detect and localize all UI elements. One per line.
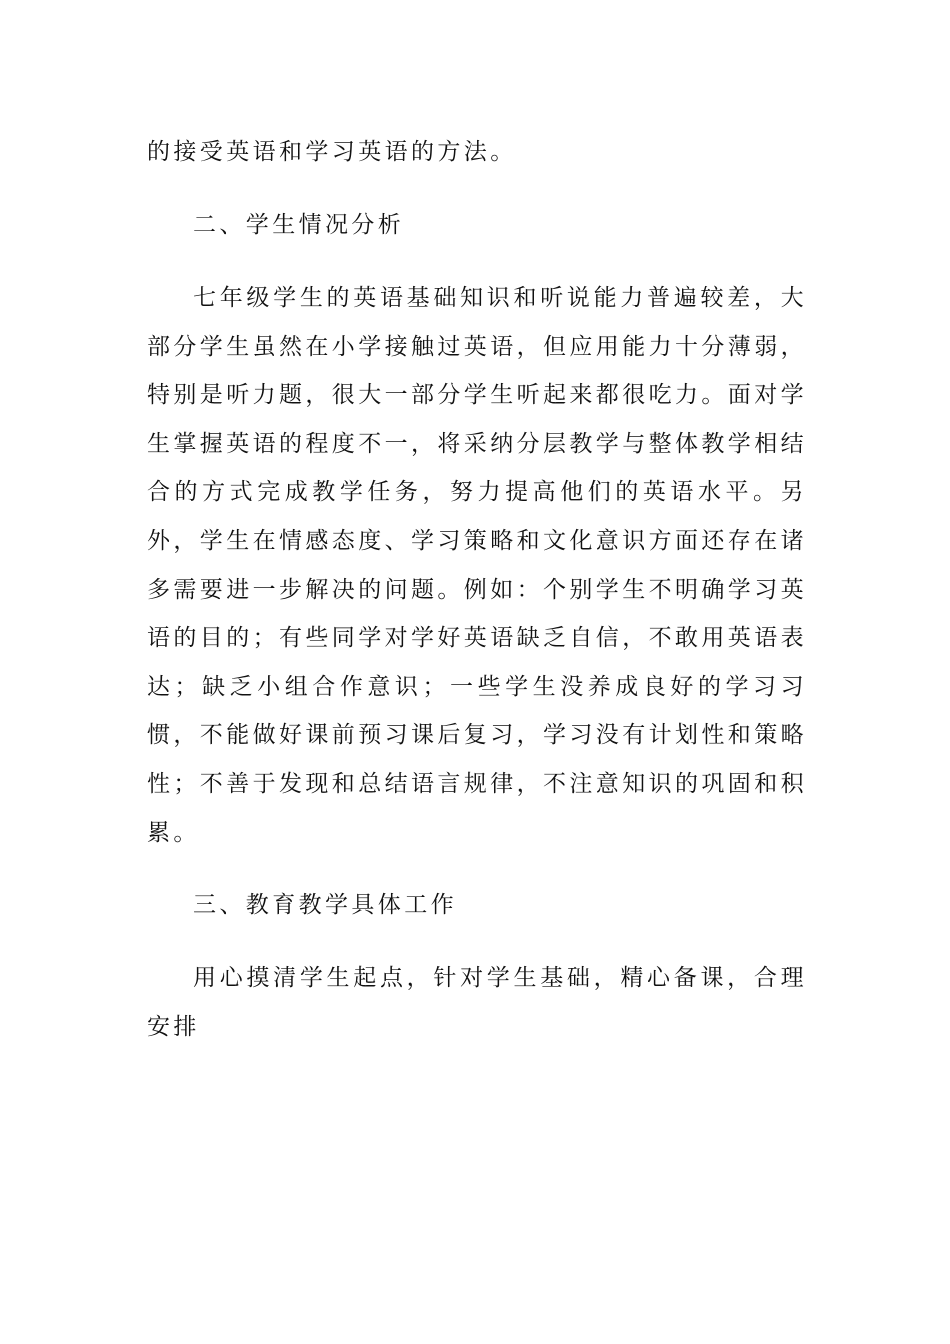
section-heading-student-analysis: 二、学生情况分析 [193,211,405,238]
document-body [147,128,807,1052]
paragraph-student-analysis: 七年级学生的英语基础知识和听说能力普遍较差，大部分学生虽然在小学接触过英语，但应用能力十分薄弱，特别是听力题，很大一部分学生听起来都很吃力。面对学生掌握英语的程度不一，将采纳分层教学与整体教学相结合的方式完成教学任务，努力提高他们的英语水平。另外，学生在情感态度、学习策略和文化意识方面还存在诸多需要进一步解决的问题。例如：个别学生不明确学习英语的目的；有些同学对学好英语缺乏自信，不敢用英语表达；缺乏小组合作意识；一些学生没养成良好的学习习惯，不能做好课前预习课后复习，学习没有计划性和策略性；不善于发现和总结语言规律，不注意知识的巩固和积累。 [147,284,807,846]
paragraph-teaching-work: 用心摸清学生起点，针对学生基础，精心备课，合理安排 [147,965,807,1041]
paragraph-continuation: 的接受英语和学习英语的方法。 [147,139,517,165]
section-heading-teaching-work: 三、教育教学具体工作 [193,892,457,919]
